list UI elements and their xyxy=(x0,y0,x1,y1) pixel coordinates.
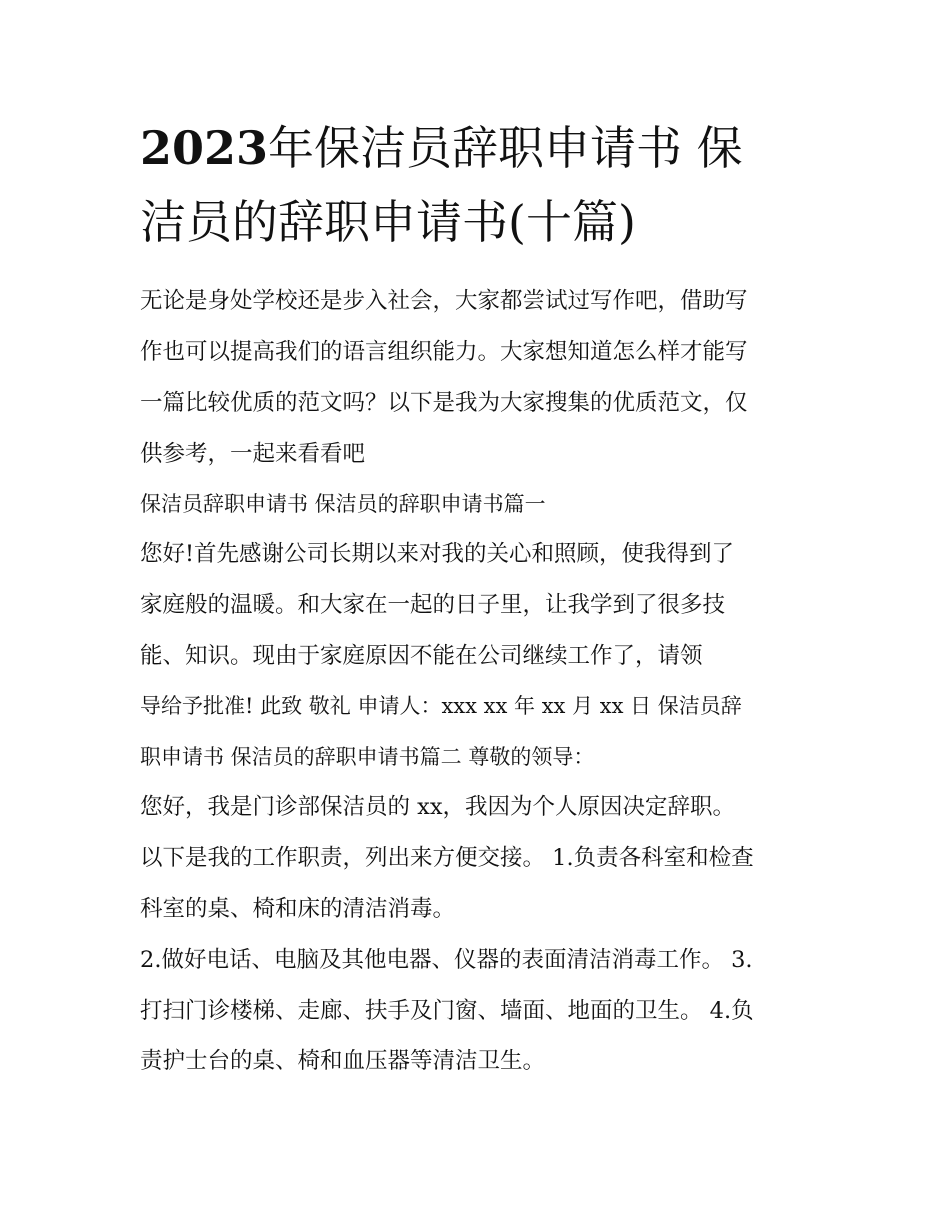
body-line: 无论是身处学校还是步入社会，大家都尝试过写作吧，借助写 xyxy=(140,288,748,314)
body-line: 供参考，一起来看看吧 xyxy=(140,441,366,467)
document-title-line-1 xyxy=(140,121,820,175)
body-line: 打扫门诊楼梯、走廊、扶手及门窗、墙面、地面的卫生。 4.负 xyxy=(140,998,754,1024)
body-line: 作也可以提高我们的语言组织能力。大家想知道怎么样才能写 xyxy=(140,339,748,365)
body-line: 导给予批准! 此致 敬礼 申请人：xxx xx 年 xx 月 xx 日 保洁员辞 xyxy=(140,694,742,718)
body-line: 您好，我是门诊部保洁员的 xx，我因为个人原因决定辞职。 xyxy=(140,794,736,820)
body-line: 能、知识。现由于家庭原因不能在公司继续工作了，请领 xyxy=(140,643,703,669)
body-line: 责护士台的桌、椅和血压器等清洁卫生。 xyxy=(140,1048,546,1074)
body-line: 科室的桌、椅和床的清洁消毒。 xyxy=(140,896,456,922)
body-line: 2.做好电话、电脑及其他电器、仪器的表面清洁消毒工作。 3. xyxy=(140,947,753,973)
body-line: 以下是我的工作职责，列出来方便交接。 1.负责各科室和检查 xyxy=(140,845,754,871)
body-line: 家庭般的温暖。和大家在一起的日子里，让我学到了很多技 xyxy=(140,592,726,618)
title-year: 2023 xyxy=(140,121,269,175)
body-line: 一篇比较优质的范文吗？以下是我为大家搜集的优质范文，仅 xyxy=(140,390,748,416)
document-title-line-2: 洁员的辞职申请书(十篇) xyxy=(140,195,636,249)
section-heading: 保洁员辞职申请书 保洁员的辞职申请书篇一 xyxy=(140,492,546,516)
title-line-1-text: 年保洁员辞职申请书 保 xyxy=(268,121,743,175)
body-line: 您好!首先感谢公司长期以来对我的关心和照顾，使我得到了 xyxy=(140,541,735,567)
body-line: 职申请书 保洁员的辞职申请书篇二 尊敬的领导： xyxy=(140,745,595,769)
